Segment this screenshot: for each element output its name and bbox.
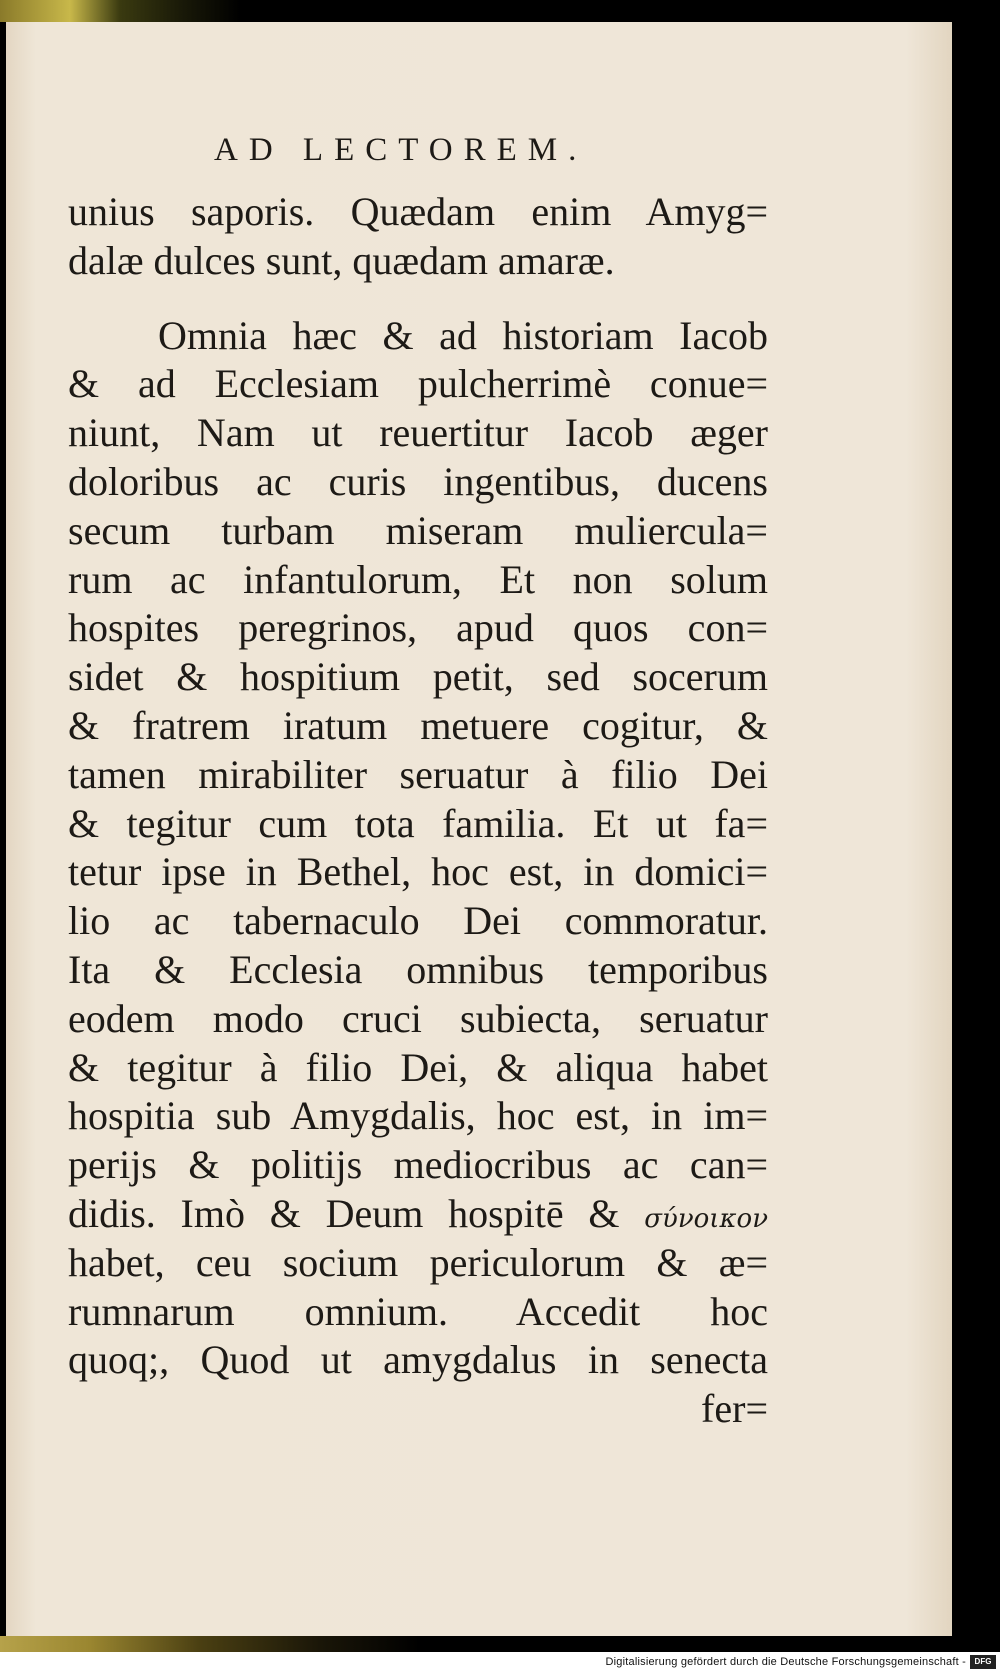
text-line: dalæ dulces sunt, quædam amaræ. bbox=[68, 237, 615, 283]
text-line: doloribus ac curis ingentibus, ducens bbox=[68, 458, 768, 504]
text-line: hospitia sub Amygdalis, hoc est, in im= bbox=[68, 1093, 768, 1139]
text-line: perijs & politijs mediocribus ac can= bbox=[68, 1142, 768, 1188]
scan-bottom-edge bbox=[0, 1636, 1000, 1652]
digitization-footer bbox=[0, 1652, 1000, 1674]
text-line: eodem modo cruci subiecta, seruatur bbox=[68, 995, 768, 1041]
text-line: & tegitur à filio Dei, & aliqua habet bbox=[68, 1044, 768, 1090]
text-line: rumnarum omnium. Accedit hoc bbox=[68, 1288, 768, 1334]
text-line: unius saporis. Quædam enim Amyg= bbox=[68, 189, 768, 234]
text-line: secum turbam miseram mulierculа= bbox=[68, 507, 768, 553]
dfg-logo: DFG bbox=[970, 1655, 996, 1669]
text-line: & fratrem iratum metuere cogitur, & bbox=[68, 702, 768, 748]
scan-right-edge bbox=[952, 22, 1000, 1636]
text-line: sidet & hospitium petit, sed socerum bbox=[68, 654, 768, 700]
scan-top-edge bbox=[0, 0, 1000, 22]
text-line: quoq;, Quod ut amygdalus in senecta bbox=[68, 1337, 768, 1383]
greek-word: σύνοικον bbox=[644, 1203, 769, 1234]
body-text bbox=[68, 188, 768, 1434]
book-page bbox=[6, 22, 954, 1636]
text-line: Omnia hæc & ad historiam Iacob bbox=[158, 312, 768, 358]
text-line: & ad Ecclesiam pulcherrimè conue= bbox=[68, 361, 768, 407]
text-line: tamen mirabiliter seruatur à filio Dei bbox=[68, 751, 768, 797]
running-head: AD LECTOREM. bbox=[214, 132, 588, 168]
footer-credit: Digitalisierung gefördert durch die Deutsche Forschungsgemeinschaft - bbox=[605, 1656, 966, 1668]
text-segment: didis. Imò & Deum hospitē & bbox=[68, 1190, 620, 1236]
text-line: niunt, Nam ut reuertitur Iacob æger bbox=[68, 410, 768, 456]
text-line: tetur ipse in Bethel, hoc est, in domici= bbox=[68, 849, 768, 895]
text-line: rum ac infantulorum, Et non solum bbox=[68, 556, 768, 602]
text-line: Ita & Ecclesia omnibus temporibus bbox=[68, 946, 768, 992]
text-line-with-greek bbox=[68, 1190, 768, 1239]
text-line: habet, ceu socium periculorum & æ= bbox=[68, 1239, 768, 1285]
text-line: lio ac tabernaculo Dei commoratur. bbox=[68, 898, 768, 944]
text-line: hospites peregrinos, apud quos con= bbox=[68, 605, 768, 651]
catchword: fer= bbox=[701, 1386, 768, 1432]
text-line: & tegitur cum tota familia. Et ut fa= bbox=[68, 800, 768, 846]
